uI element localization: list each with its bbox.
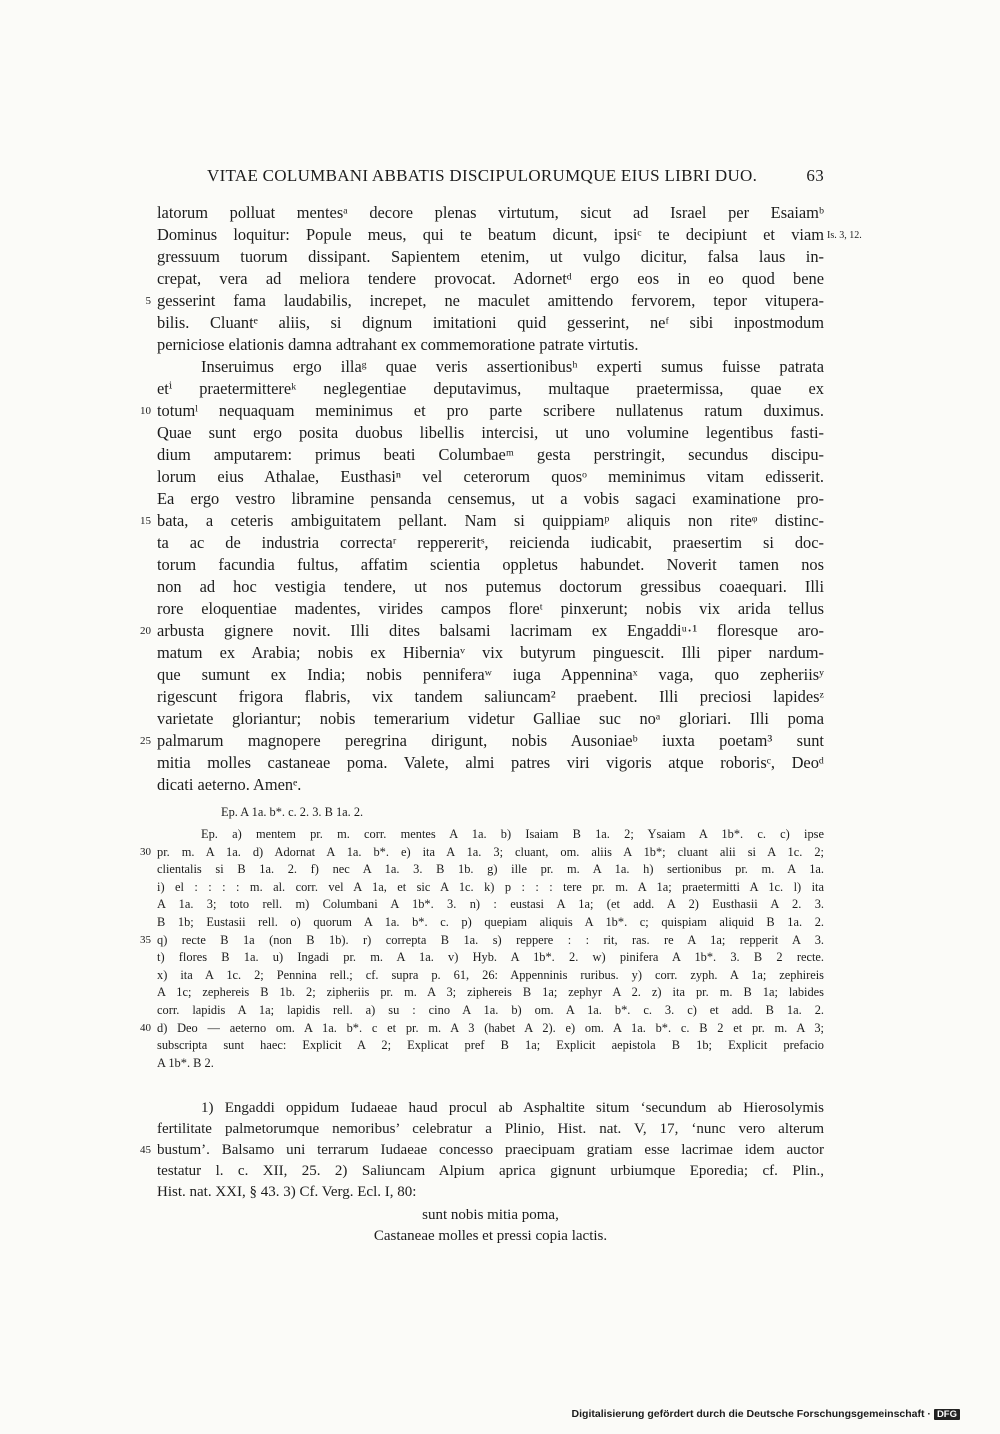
digitization-credit: Digitalisierung gefördert durch die Deutsche Forschungsgemeinschaft · DFG [572,1408,960,1420]
text-line-content: totumˡ nequaquam meminimus et pro parte scribere nullatenus ratum duximus. [157,401,824,420]
apparatus-line [140,844,824,862]
line-number: 5 [145,295,151,307]
apparatus-line: A 1c; zephereis B 1b. 2; zipheriis pr. m. A 3; ziphereis B 1a; zephyr A 2. z) ita pr. m. B 1a; labides [157,985,824,1000]
text-line [140,510,824,532]
apparatus-line [140,932,824,950]
line-number: 35 [140,933,151,946]
text-line: varietate gloriantur; nobis temerarium videtur Galliae suc noᵃ gloriari. Illi poma [157,709,824,728]
apparatus-line: Ep. A 1a. b*. c. 2. 3. B 1a. 2. [221,805,364,819]
text-line-content: palmarum magnopere peregrina dirigunt, nobis Ausoniaeᵇ iuxta poetam³ sunt [157,731,824,750]
text-line: etⁱ praetermittereᵏ neglegentiae deputavimus, multaque praetermissa, quae ex [157,379,824,398]
verse-quote-line: Castaneae molles et pressi copia lactis. [373,1228,608,1244]
apparatus-line-content: pr. m. A 1a. d) Adornat A 1a. b*. e) ita A 1a. 3; cluant, om. aliis A 1b*; cluant alii si A 1c. 2; [157,844,824,859]
text-line: crepat, vera ad meliora tendere provocat. Adornetᵈ ergo eos in eo quod bene [157,269,824,288]
footnote-line: testatur l. c. XII, 25. 2) Saliuncam Alpium aprica gignunt urbiumque Eporedia; cf. Plin., [157,1163,824,1179]
apparatus-line: B 1b; Eustasii rell. o) quorum A 1a. b*. c. p) quepiam aliquis A 1b*. c; quispiam aliquid B 1a. 2. [157,915,824,929]
margin-reference: Is. 3, 12. [827,230,862,241]
text-line [140,400,824,422]
text-line-content: arbusta gignere novit. Illi dites balsami lacrimam ex Engaddiᵘ·¹ floresque aro- [157,621,824,640]
text-line: gressuum tuorum dissipant. Sapientem etenim, ut vulgo dicitur, falsa laus in- [157,247,824,266]
text-line: matum ex Arabia; nobis ex Hiberniaᵛ vix butyrum pinguescit. Illi piper nardum- [157,643,824,662]
line-number: 30 [140,845,151,858]
text-line: non ad hoc vestigia tendere, ut nos putemus doctorum gressibus coaequari. Illi [157,577,824,596]
text-line: rigescunt frigora flabris, vix tandem saliuncam² praebent. Illi preciosi lapidesᶻ [157,687,824,706]
footnote-line [140,1140,824,1161]
credit-text: Digitalisierung gefördert durch die Deutsche Forschungsgemeinschaft [571,1408,925,1420]
text-line: dicati aeterno. Amenᵉ. [157,775,302,794]
line-number: 45 [140,1144,151,1156]
text-line: perniciose elationis damna adtrahant ex commemoratione patrate virtutis. [157,335,639,354]
footnote-line: 1) Engaddi oppidum Iudaeae haud procul ab Asphaltite situm ‘secundum ab Hierosolymis [201,1100,824,1116]
text-line: lorum eius Athalae, Eusthasiⁿ vel ceterorum quosᵒ meminimus vitam edisserit. [157,467,824,486]
page-number: 63 [806,166,824,185]
text-line: torum facundia fultus, affatim scientia oppletus habundet. Noverit tamen nos [157,555,824,574]
text-line [145,290,824,312]
text-line [157,224,862,246]
apparatus-line: A 1a. 3; toto rell. m) Columbani A 1b*. 3. n) : eustasi A 1a; (et add. A 2) Eusthasii A 2. 3. [157,897,824,912]
apparatus-line [140,1020,824,1038]
apparatus-line-content: q) recte B 1a (non B 1b). r) correpta B 1a. s) reppere : : rit, ras. re A 1a; repperit A 3. [157,932,824,947]
running-title: VITAE COLUMBANI ABBATIS DISCIPULORUMQUE EIUS LIBRI DUO. [207,166,758,185]
running-header [207,166,824,186]
apparatus-line: Ep. a) mentem pr. m. corr. mentes A 1a. b) Isaiam B 1a. 2; Ysaiam A 1b*. c. c) ipse [201,827,824,841]
text-line: Ea ergo vestro libramine pensanda censemus, ut a vobis sagaci examinatione pro- [157,489,824,508]
text-line: mitia molles castaneae poma. Valete, almi patres viri vigoris atque roborisᶜ, Deoᵈ [157,753,824,772]
text-line: Quae sunt ergo posita duobus libellis intercisi, ut uno volumine legentibus fasti- [157,423,824,442]
line-number: 20 [140,625,151,637]
footnote-line: fertilitate palmetorumque nemoribus’ celebratur a Plinio, Hist. nat. V, 17, ‘nunc vero alterum [157,1121,824,1137]
line-number: 15 [140,515,151,527]
text-line-content: Dominus loquitur: Popule meus, qui te beatum dicunt, ipsiᶜ te decipiunt et viam [157,225,824,244]
text-line: bilis. Cluantᵉ aliis, si dignum imitationi quid gesserint, neᶠ sibi inpostmodum [157,313,824,332]
text-line: dium amputarem: primus beati Columbaeᵐ gesta perstringit, secundus discipu- [157,445,824,464]
text-line [140,620,824,642]
line-number: 40 [140,1021,151,1034]
line-number: 25 [140,735,151,747]
text-line: que sumunt ex India; nobis penniferaʷ iuga Appenninaˣ vaga, quo zepheriisʸ [157,665,824,684]
apparatus-line: i) el : : : : m. al. corr. vel A 1a, et sic A 1c. k) p : : : tere pr. m. A 1a; praetermitti A 1c. l) ita [157,879,824,894]
apparatus-line: x) ita A 1c. 2; Pennina rell.; cf. supra p. 61, 26: Appenninis ruribus. y) corr. zyph. A 1a; zephireis [157,967,824,982]
text-line: Inseruimus ergo illaᵍ quae veris assertionibusʰ experti sumus fuisse patrata [201,357,824,376]
apparatus-line-content: d) Deo — aeterno om. A 1a. b*. c et pr. m. A 3 (habet A 2). e) om. A 1a. b*. c. B 2 et pr. m. A 3; [157,1020,824,1035]
text-line: ta ac de industria correctaʳ reppereritˢ, reicienda iudicabit, praesertim si doc- [157,533,824,552]
text-line-content: bata, a ceteris ambiguitatem pellant. Nam si quippiamᵖ aliquis non riteᵠ distinc- [157,511,824,530]
apparatus-line: A 1b*. B 2. [157,1055,214,1070]
footnote-line-content: bustum’. Balsamo uni terrarum Iudaeae concesso praecipuam gratiam esse lacrimae idem auctor [157,1142,824,1158]
apparatus-line: corr. lapidis A 1a; lapidis rell. a) su : cino A 1a. b) om. A 1a. b*. c. 3. c) et add. B 1a. 2. [157,1003,824,1017]
dfg-logo: DFG [934,1409,960,1420]
line-number: 10 [140,405,151,417]
apparatus-line: t) flores B 1a. u) Ingadi pr. m. A 1a. v) Hyb. A 1b*. 2. w) pinifera A 1b*. 3. B 2 recte. [157,950,824,965]
text-line-content: gesserint fama laudabilis, increpet, ne maculet amittendo fervorem, tepor vitupera- [157,291,824,310]
apparatus-line: clientalis si B 1a. 2. f) nec A 1a. 3. B 1b. g) ille pr. m. A 1a. h) sertionibus pr. m. A 1a. [157,862,824,877]
apparatus-line: subscripta sunt haec: Explicit A 2; Explicat pref B 1a; Explicit aepistola B 1b; Explicit prefacio [157,1038,824,1053]
verse-quote-line: sunt nobis mitia poma, [422,1207,559,1223]
text-line [140,730,824,752]
text-line: rore eloquentiae madentes, virides campos floreᵗ pinxerunt; nobis vix arida tellus [157,599,824,618]
text-line: latorum polluat mentesᵃ decore plenas virtutum, sicut ad Israel per Esaiamᵇ [157,203,824,222]
footnote-line: Hist. nat. XXI, § 43. 3) Cf. Verg. Ecl. I, 80: [157,1184,417,1200]
